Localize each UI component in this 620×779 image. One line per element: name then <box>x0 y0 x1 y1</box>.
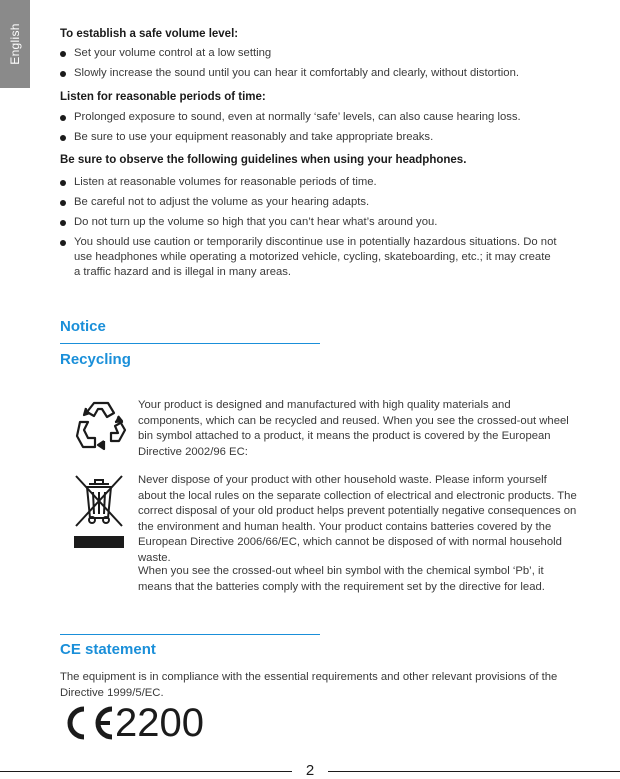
list-item: Prolonged exposure to sound, even at normally ‘safe’ levels, can also cause hearing loss. <box>60 110 580 125</box>
section-divider <box>60 634 320 635</box>
recycle-icon <box>74 400 128 452</box>
list-item: Be careful not to adjust the volume as your hearing adapts. <box>60 195 560 210</box>
list-item: Slowly increase the sound until you can hear it comfortably and clearly, without distortion. <box>60 66 580 81</box>
language-tab <box>0 0 30 88</box>
recycling-paragraph-1: Your product is designed and manufactured with high quality materials and components, which can be recycled and reused. When you see the crossed-out wheel bin symbol attached to a product, it means the product is covered by the European Directive 2002/96 EC: <box>138 399 569 458</box>
list-item: Be sure to use your equipment reasonably and take appropriate breaks. <box>60 130 580 145</box>
footer-line-left <box>0 771 292 772</box>
ce-title: CE statement <box>60 641 156 658</box>
crossed-bin-icon <box>72 472 126 550</box>
safe-volume-heading: To establish a safe volume level: <box>60 28 239 40</box>
headphones-list <box>60 175 560 280</box>
footer-line-right <box>328 771 620 772</box>
notified-body-number: 2200 <box>115 701 204 745</box>
list-item: Do not turn up the volume so high that you can’t hear what’s around you. <box>60 215 560 230</box>
list-item: You should use caution or temporarily discontinue use in potentially hazardous situations. Do not use headphones while operating a motorized vehicle, cycling, skateboarding, etc.; it may create a traffic hazard and is illegal in many areas. <box>60 235 560 280</box>
list-item: Set your volume control at a low setting <box>60 46 580 61</box>
list-item: Listen at reasonable volumes for reasonable periods of time. <box>60 175 560 190</box>
ce-mark-icon <box>60 705 120 741</box>
safe-volume-list <box>60 46 580 81</box>
reasonable-periods-heading: Listen for reasonable periods of time: <box>60 91 266 103</box>
ce-statement-text: The equipment is in compliance with the essential requirements and other relevant provisions of the Directive 1999/5/EC. <box>60 671 558 699</box>
headphones-heading: Be sure to observe the following guidelines when using your headphones. <box>60 154 467 166</box>
reasonable-periods-list <box>60 110 580 145</box>
page-number: 2 <box>305 762 315 779</box>
recycling-title: Recycling <box>60 351 131 368</box>
notice-title: Notice <box>60 318 106 335</box>
section-divider <box>60 343 320 344</box>
recycling-paragraph-2: Never dispose of your product with other household waste. Please inform yourself about the local rules on the separate collection of electrical and electronic products. The correct disposal of your old product helps prevent potentially negative consequences on the environment and human health. Your product contains batteries covered by the European Directive 2006/66/EC, which cannot be disposed of with normal household waste. <box>138 474 577 564</box>
language-tab-label: English <box>8 23 22 65</box>
recycling-paragraph-3: When you see the crossed-out wheel bin symbol with the chemical symbol ‘Pb’, it means that the batteries comply with the requirement set by the directive for lead. <box>138 565 545 593</box>
